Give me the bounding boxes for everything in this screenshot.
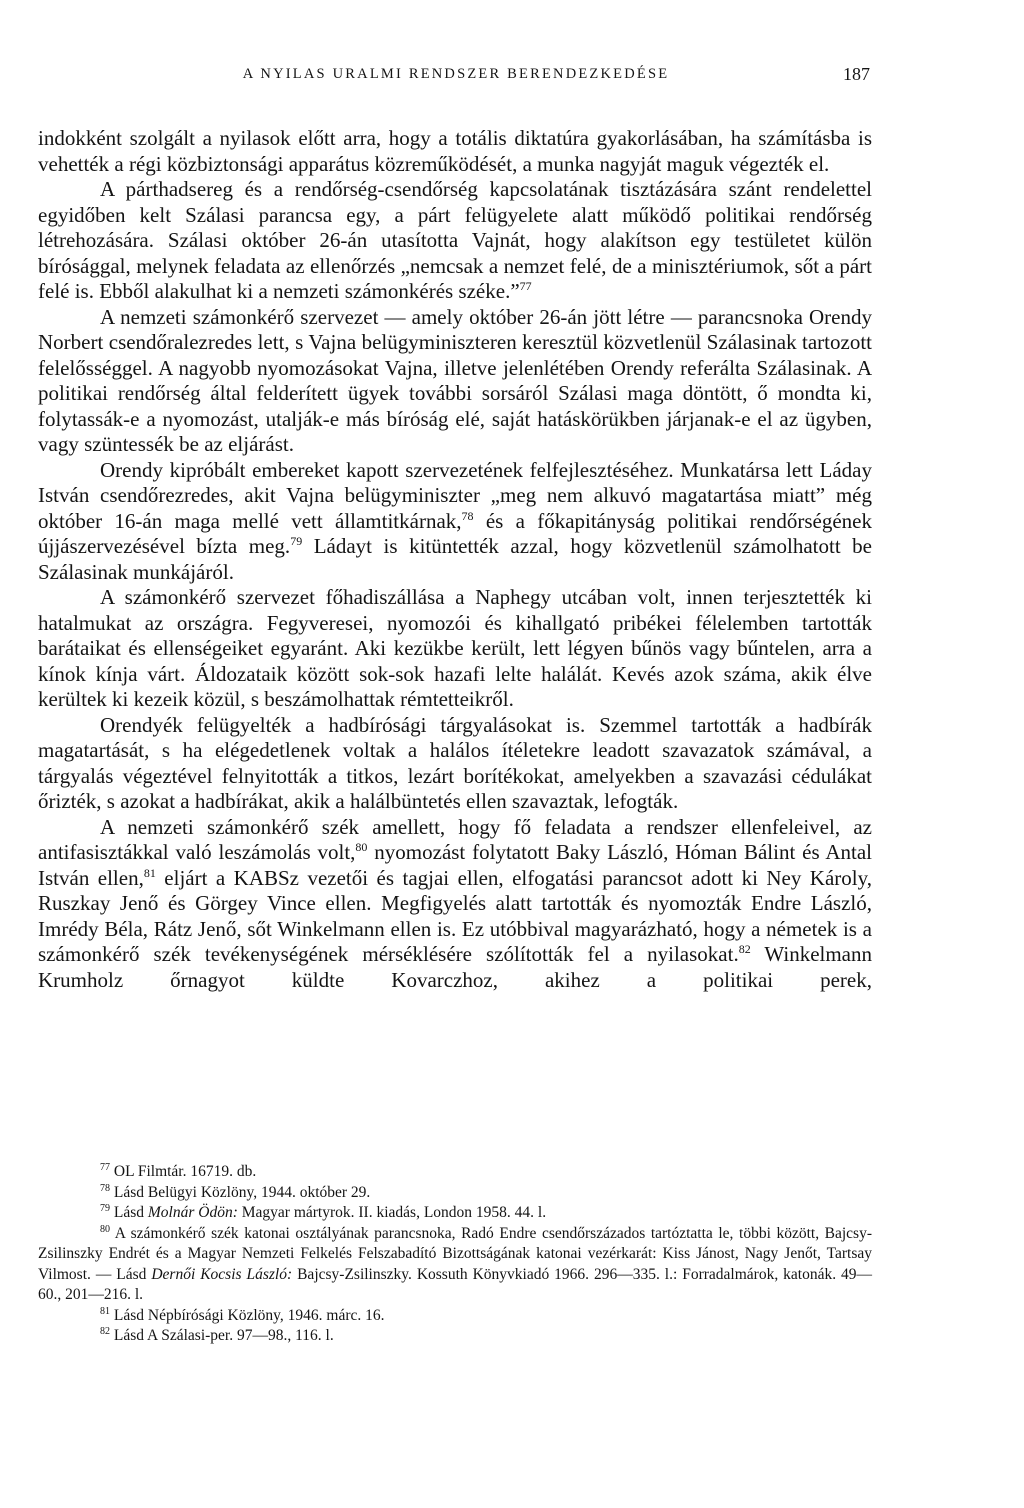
- paragraph-4: Orendy kipróbált embereket kapott szervezetének felfejlesztéséhez. Munkatársa lett Láday István csendőrezredes, akit Vajna belügyminiszter „meg nem alkuvó magatartása miatt” még október 16-án maga mellé vett államtitkárnak,$^{78}$ és a főkapitányság politikai rendőrségének újjászervezésével bízta meg.$^{79}$ Ládayt is kitüntették azzal, hogy közvetlenül számolhatott be Szálasinak munkájáról.: [38, 457, 872, 584]
- footnote-82: $^{82}$ Lásd A Szálasi-per. 97—98., 116. l.: [100, 1325, 334, 1344]
- paragraph-1: indokként szolgált a nyilasok előtt arra, hogy a totális diktatúra gyakorlásában, ha számításba is vehették a régi közbiztonsági apparátus közreműködését, a munka nagyját maguk végezték el.: [38, 126, 872, 176]
- paragraph-5: A számonkérő szervezet főhadiszállása a Naphegy utcában volt, innen terjesztették ki hatalmukat az országra. Fegyveresei, nyomozói és kihallgató pribékei félelemben tartották barátaikat és ellenségeiket egyaránt. Aki kezükbe került, lett légyen bűnös vagy bűntelen, arra a kínok kínja várt. Áldozataik között sok-sok hazafi lelte halálát. Kevés azok száma, akik élve kerültek ki kezeik közül, s beszámolhattak rémtetteikről.: [38, 585, 872, 711]
- paragraph-7: A nemzeti számonkérő szék amellett, hogy fő feladata a rendszer ellenfeleivel, az antifasisztákkal való leszámolás volt,$^{80}$ nyomozást folytatott Baky László, Hóman Bálint és Antal István ellen,$^{81}$ eljárt a KABSz vezetői és tagjai ellen, elfogatási parancsot adott ki Ney Károly, Ruszkay Jenő és Görgey Vince ellen. Megfigyelés alatt tartották és nyomozták Endre László, Imrédy Béla, Rátz Jenő, sőt Winkelmann ellen is. Ez utóbbival magyarázható, hogy a németek is a számonkérő szék tevékenységének mérséklésére szólították fel a nyilasokat.$^{82}$ Winkelmann Krumholz őrnagyot küldte Kovarczhoz, akihez a politikai perek,: [38, 814, 872, 992]
- paragraph-6: Orendyék felügyelték a hadbírósági tárgyalásokat is. Szemmel tartották a hadbírák magatartását, s ha elégedetlenek voltak a halálos ítéletekre leadott szavazatok számával, a tárgyalás végeztével felnyitották a titkos, lezárt borítékokat, amelyekben a szavazási cédulákat őrizték, s azokat a hadbírákat, akik a halálbüntetés ellen szavaztak, lefogták.: [38, 712, 872, 813]
- footnote-81: $^{81}$ Lásd Népbírósági Közlöny, 1946. márc. 16.: [100, 1305, 385, 1324]
- footnote-ref-77: 77: [519, 279, 532, 293]
- page-number: 187: [843, 64, 870, 84]
- paragraph-2: A párthadsereg és a rendőrség-csendőrség kapcsolatának tisztázására szánt rendelettel egyidőben kelt Szálasi parancsa egy, a párt felügyelete alatt működő politikai rendőrség létrehozására. Szálasi október 26-án utasította Vajnát, hogy alakítson egy testületet külön bírósággal, melynek feladata az ellenőrzés „nemcsak a nemzet felé, de a minisztériumok, sőt a párt felé is. Ebből alakulhat ki a nemzeti számonkérés széke.”$^{77}$: [38, 177, 872, 303]
- footnote-79: $^{79}$ Lásd Molnár Ödön: Magyar mártyrok. II. kiadás, London 1958. 44. l.: [100, 1202, 547, 1221]
- footnote-77: $^{77}$ OL Filmtár. 16719. db.: [100, 1161, 257, 1180]
- footnotes: [38, 1162, 872, 1347]
- running-head: A NYILAS URALMI RENDSZER BERENDEZKEDÉSE: [242, 66, 670, 82]
- footnote-ref-78: 78: [461, 508, 474, 523]
- footnote-ref-81: 81: [143, 865, 156, 880]
- footnote-ref-80: 80: [355, 840, 368, 854]
- footnote-ref-82: 82: [738, 942, 751, 956]
- paragraph-3: A nemzeti számonkérő szervezet — amely október 26-án jött létre — parancsnoka Orendy Norbert csendőralezredes lett, s Vajna belügyminiszteren keresztül közvetlenül Szálasinak tartozott felelősséggel. A nagyobb nyomozásokat Vajna, illetve jelenlétében Orendy referálta Szálasinak. A politikai rendőrség által felderített ügyek további sorsáról Szálasi maga döntött, ő mondta ki, folytassák-e a nyomozást, utalják-e más bíróság elé, saját hatáskörükben járjanak-e el az ügyben, vagy szüntessék be az eljárást.: [38, 304, 872, 456]
- footnote-78: $^{78}$ Lásd Belügyi Közlöny, 1944. október 29.: [100, 1182, 371, 1201]
- body-text: [38, 126, 872, 993]
- footnote-80: $^{80}$ A számonkérő szék katonai osztályának parancsnoka, Radó Endre csendőrszázados tartóztatta le, többi között, Bajcsy-Zsilinszky Endrét és a Magyar Nemzeti Felkelés Felszabadító Bizottságának katonai vezérkarát: Kiss Jánost, Nagy Jenőt, Tartsay Vilmost. — Lásd Dernői Kocsis László: Bajcsy-Zsilinszky. Kossuth Könyvkiadó 1966. 296—335. l.: Forradalmárok, katonák. 49—60., 201—216. l.: [38, 1223, 873, 1303]
- footnote-ref-79: 79: [290, 534, 303, 548]
